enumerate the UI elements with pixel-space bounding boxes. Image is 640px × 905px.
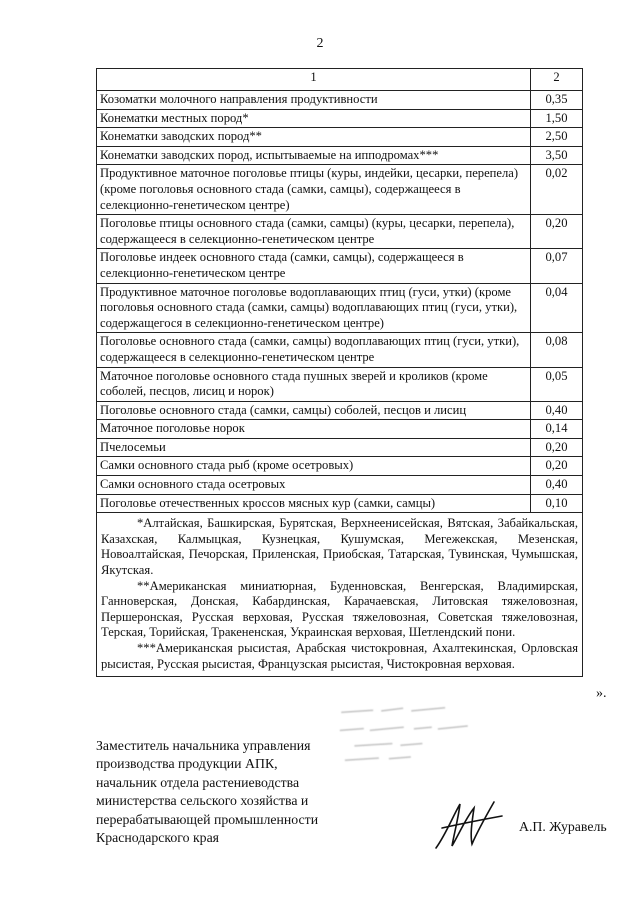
table-row (97, 215, 583, 249)
row-coefficient: 2,50 (531, 128, 583, 147)
row-coefficient: 0,05 (531, 367, 583, 401)
handwritten-signature (430, 794, 510, 854)
table-row (97, 494, 583, 513)
table-row (97, 401, 583, 420)
faded-stamp-image (333, 697, 485, 768)
table-row (97, 333, 583, 367)
row-category: Поголовье основного стада (самки, самцы) водоплавающих птиц (гуси, утки), содержащееся в селекционно-генетическом центре (97, 333, 531, 367)
row-category: Конематки местных пород* (97, 109, 531, 128)
row-category: Маточное поголовье основного стада пушных зверей и кроликов (кроме соболей, песцов, лисиц и норок) (97, 367, 531, 401)
table-header-row (97, 69, 583, 91)
coefficient-table (96, 68, 583, 677)
signature-block (96, 737, 318, 847)
header-cell-value: 2 (531, 69, 583, 91)
row-coefficient: 1,50 (531, 109, 583, 128)
footnote: ***Американская рысистая, Арабская чистокровная, Ахалтекинская, Орловская рысистая, Русская рысистая, Французская рысистая, Чистокровная верховая. (101, 641, 578, 671)
table-row (97, 109, 583, 128)
closing-quote: ». (596, 686, 607, 701)
signatory-line: Заместитель начальника управления (96, 738, 311, 753)
table-row (97, 165, 583, 215)
row-category: Самки основного стада рыб (кроме осетровых) (97, 457, 531, 476)
row-coefficient: 0,20 (531, 457, 583, 476)
table-row (97, 128, 583, 147)
footnotes-cell (97, 513, 583, 677)
row-category: Продуктивное маточное поголовье водоплавающих птиц (гуси, утки) (кроме поголовья основного стада (самки, самцы) водоплавающих птиц (гуси, утки), содержащегося в селекционно-генетическом центре) (97, 283, 531, 333)
row-category: Конематки заводских пород** (97, 128, 531, 147)
row-category: Маточное поголовье норок (97, 420, 531, 439)
row-coefficient: 0,07 (531, 249, 583, 283)
table-row (97, 420, 583, 439)
row-coefficient: 3,50 (531, 146, 583, 165)
table-row (97, 367, 583, 401)
row-coefficient: 0,10 (531, 494, 583, 513)
footnote: **Американская миниатюрная, Буденновская, Венгерская, Владимирская, Ганноверская, Донская, Кабардинская, Карачаевская, Литовская тяжеловозная, Першеронская, Русская верховая, Русская тяжеловозная, Советская тяжеловозная, Терская, Торийская, Тракененская, Украинская верховая, Шетлендский пони. (101, 578, 578, 640)
row-category: Конематки заводских пород, испытываемые на ипподромах*** (97, 146, 531, 165)
page-number: 2 (316, 36, 324, 51)
row-category: Поголовье индеек основного стада (самки, самцы), содержащееся в селекционно-генетическом центре (97, 249, 531, 283)
signatory-line: министерства сельского хозяйства и (96, 793, 309, 809)
row-category: Козоматки молочного направления продуктивности (97, 91, 531, 110)
row-category: Продуктивное маточное поголовье птицы (куры, индейки, цесарки, перепела) (кроме поголовья основного стада (самки, самцы), содержащееся в селекционно-генетическом центре) (97, 165, 531, 215)
signatory-line: перерабатывающей промышленности (96, 811, 319, 827)
row-category: Поголовье основного стада (самки, самцы) соболей, песцов и лисиц (97, 401, 531, 420)
row-coefficient: 0,02 (531, 165, 583, 215)
footnotes-row (97, 513, 583, 677)
signer-name: А.П. Журавель (519, 819, 607, 834)
signatory-line: Краснодарского края (96, 830, 220, 846)
table-row (97, 146, 583, 165)
table-row (97, 91, 583, 110)
table-row (97, 249, 583, 283)
signatory-line: производства продукции АПК, (96, 756, 278, 772)
row-coefficient: 0,40 (531, 476, 583, 495)
header-cell-name: 1 (97, 69, 531, 91)
row-coefficient: 0,04 (531, 283, 583, 333)
row-category: Пчелосемьи (97, 438, 531, 457)
row-category: Поголовье птицы основного стада (самки, самцы) (куры, цесарки, перепела), содержащееся в селекционно-генетическом центре (97, 215, 531, 249)
signatory-line: начальник отдела растениеводства (96, 774, 300, 790)
row-coefficient: 0,20 (531, 215, 583, 249)
row-coefficient: 0,20 (531, 438, 583, 457)
table-row (97, 283, 583, 333)
row-category: Самки основного стада осетровых (97, 476, 531, 495)
row-coefficient: 0,35 (531, 91, 583, 110)
row-coefficient: 0,14 (531, 420, 583, 439)
row-coefficient: 0,40 (531, 401, 583, 420)
table-row (97, 438, 583, 457)
table-row (97, 457, 583, 476)
row-category: Поголовье отечественных кроссов мясных кур (самки, самцы) (97, 494, 531, 513)
table-row (97, 476, 583, 495)
row-coefficient: 0,08 (531, 333, 583, 367)
footnote: *Алтайская, Башкирская, Бурятская, Верхнеенисейская, Вятская, Забайкальская, Казахская, Калмыцкая, Кузнецкая, Кушумская, Мегежекская, Мезенская, Новоалтайская, Печорская, Приленская, Приобская, Татарская, Тувинская, Чумышская, Якутская. (101, 516, 578, 578)
